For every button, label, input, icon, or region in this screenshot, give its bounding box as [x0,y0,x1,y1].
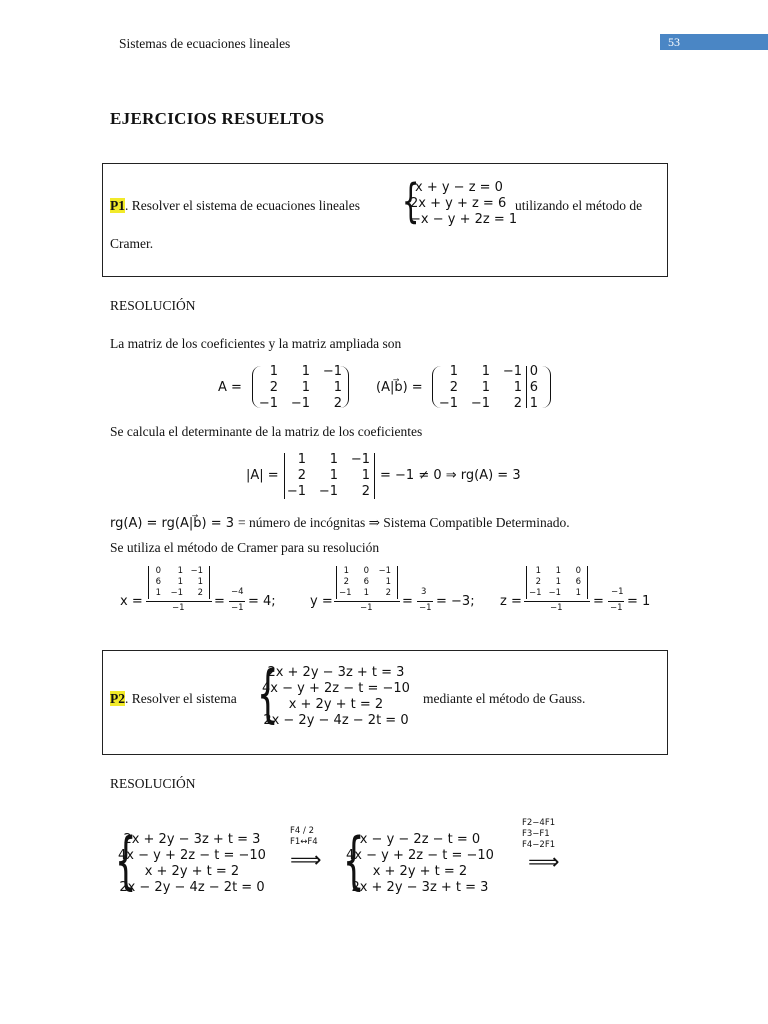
cramer-y-num-det: 1 0 −1 2 6 1 −1 1 2 [336,566,398,599]
matrices-intro: La matriz de los coeficientes y la matriz ampliada son [110,336,402,351]
problem-2-statement [110,691,237,707]
augmented-divider [526,366,527,408]
cramer-y-frac-num: 3 [421,587,427,597]
cramer-y-fraction-bar [334,601,400,602]
p2-eq-1: 2x + 2y − 3z + t = 3 [267,665,405,680]
gauss-op-2 [522,818,555,851]
cramer-x-fraction-bar [146,601,212,602]
determinant-intro: Se calcula el determinante de la matriz de los coeficientes [110,424,423,439]
gauss-implies-1: ⟹ [290,848,322,873]
gauss-s2-eq-4: 2x + 2y − 3z + t = 3 [351,880,489,895]
determinant-label: |A| = [246,468,279,483]
cramer-z-frac-den: −1 [610,603,623,613]
problem-1-text-after: utilizando el método de [515,198,643,213]
p1-system [410,180,517,228]
cramer-y-result: = −3; [436,594,475,609]
cramer-y-label: y = [310,594,333,609]
gauss-s1-eq-1: 2x + 2y − 3z + t = 3 [123,832,261,847]
gauss-s1-eq-2: 4x − y + 2z − t = −10 [118,848,266,863]
p2-system-brace: { [256,657,279,730]
p1-eq-2: 2x + y + z = 6 [410,196,507,211]
gauss-s2-eq-2: 4x − y + 2z − t = −10 [346,848,494,863]
rank-text: = número de incógnitas ⇒ Sistema Compatible Determinado. [238,515,570,530]
cramer-z-equals: = [593,594,604,609]
cramer-z-fraction-bar [524,601,590,602]
cramer-x-denominator: −1 [172,603,185,613]
gauss-op-1 [290,826,318,848]
gauss-s1-eq-4: 2x − 2y − 4z − 2t = 0 [119,880,265,895]
gauss-op-1-line-1: F4 / 2 [290,826,314,836]
matrix-a: 1 1 −1 2 1 1 −1 −1 2 [258,364,342,411]
page-number: 53 [660,34,768,50]
problem-1-statement [110,198,360,214]
gauss-op-1-line-2: F1↔F4 [290,837,318,847]
p1-system-brace: { [401,174,420,228]
problem-1-label: P1 [110,198,125,213]
gauss-system-2 [346,832,494,896]
p2-eq-4: 2x − 2y − 4z − 2t = 0 [263,713,409,728]
gauss-system-1-brace: { [114,824,137,897]
running-header: Sistemas de ecuaciones lineales [119,36,291,51]
problem-2-text: . Resolver el sistema [125,691,237,706]
problem-1-text-line2: Cramer. [110,236,154,251]
cramer-x-frac-den: −1 [231,603,244,613]
gauss-op-2-line-1: F2−4F1 [522,818,556,828]
cramer-x-label: x = [120,594,143,609]
cramer-x-frac-bar [229,601,245,602]
rank-statement [110,514,570,532]
cramer-z-num-det: 1 1 0 2 1 6 −1 −1 1 [526,566,588,599]
gauss-s1-eq-3: x + 2y + t = 2 [144,864,240,879]
resolution-2-heading: RESOLUCIÓN [110,776,196,791]
p2-system [262,665,410,729]
gauss-s2-eq-1: x − y − 2z − t = 0 [359,832,481,847]
determinant-matrix: 1 1 −1 2 1 1 −1 −1 2 [286,452,370,499]
cramer-intro: Se utiliza el método de Cramer para su resolución [110,540,380,555]
cramer-x-equals: = [214,594,225,609]
cramer-y-frac-den: −1 [419,603,432,613]
augmented-matrix-label: (A|b⃗) = [376,380,423,395]
rank-equation: rg(A) = rg(A|b⃗) = 3 [110,516,235,531]
cramer-y-equals: = [402,594,413,609]
problem-1-box [102,163,668,277]
cramer-z-label: z = [500,594,522,609]
gauss-op-2-line-2: F3−F1 [522,829,550,839]
p2-eq-2: 4x − y + 2z − t = −10 [262,681,410,696]
cramer-z-frac-bar [608,601,624,602]
augmented-right-paren [542,366,551,408]
cramer-y-frac-bar [417,601,433,602]
determinant-result: = −1 ≠ 0 ⇒ rg(A) = 3 [380,468,521,483]
p1-eq-1: x + y − z = 0 [415,180,503,195]
cramer-y-denominator: −1 [360,603,373,613]
gauss-system-1 [118,832,266,896]
gauss-op-2-line-3: F4−2F1 [522,840,556,850]
p1-eq-3: −x − y + 2z = 1 [410,212,518,227]
augmented-matrix: 1 1 −1 0 2 1 1 6 −1 −1 2 1 [438,364,538,411]
problem-2-label: P2 [110,691,125,706]
problem-1-text: . Resolver el sistema de ecuaciones lineales [125,198,361,213]
cramer-x-frac-num: −4 [231,587,244,597]
p2-eq-3: x + 2y + t = 2 [288,697,384,712]
matrix-a-right-paren [340,366,349,408]
cramer-z-frac-num: −1 [611,587,624,597]
cramer-z-denominator: −1 [550,603,563,613]
gauss-implies-2: ⟹ [528,850,560,875]
matrix-a-label: A = [218,380,242,395]
resolution-1-heading: RESOLUCIÓN [110,298,196,313]
cramer-x-num-det: 0 1 −1 6 1 1 1 −1 2 [148,566,210,599]
gauss-system-2-brace: { [342,824,365,897]
cramer-z-result: = 1 [627,594,651,609]
determinant-right-bar [374,453,375,499]
problem-2-text-after: mediante el método de Gauss. [423,691,586,706]
cramer-x-result: = 4; [248,594,276,609]
gauss-s2-eq-3: x + 2y + t = 2 [372,864,468,879]
section-title: EJERCICIOS RESUELTOS [110,109,325,128]
